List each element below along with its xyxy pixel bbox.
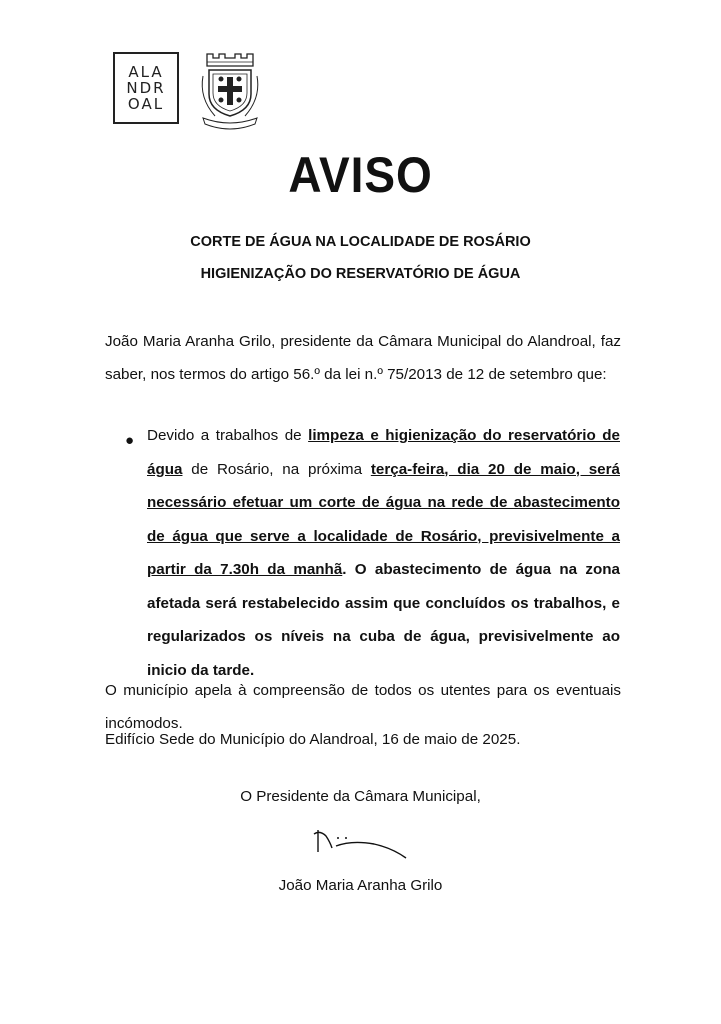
notice-bullet bbox=[147, 419, 620, 687]
signatory-name: João Maria Aranha Grilo bbox=[278, 877, 443, 894]
logo-line-2: NDR bbox=[126, 79, 166, 97]
intro-paragraph: João Maria Aranha Grilo, presidente da Câmara Municipal do Alandroal, faz saber, nos termos do artigo 56.º da lei n.º 75/2013 de 12 de setembro que: bbox=[105, 333, 621, 383]
place-date: Edifício Sede do Município do Alandroal, 16 de maio de 2025. bbox=[105, 731, 521, 748]
logo-line-3: OAL bbox=[127, 95, 165, 113]
municipal-crest-icon bbox=[197, 48, 263, 130]
page-title: AVISO bbox=[288, 147, 433, 203]
handwritten-signature bbox=[312, 822, 412, 862]
signatory-title: O Presidente da Câmara Municipal, bbox=[240, 788, 481, 805]
subtitle-line-1: CORTE DE ÁGUA NA LOCALIDADE DE ROSÁRIO bbox=[190, 234, 531, 250]
bullet-marker: ● bbox=[125, 432, 135, 449]
bullet-text-2: de Rosário, na próxima bbox=[182, 460, 371, 478]
alandroal-logo bbox=[113, 52, 179, 124]
bullet-bold-text: . O abastecimento de água na zona afetada será restabelecido assim que concluídos os trabalhos, e regularizados os níveis na cuba de água, previsivelmente ao inicio da tarde. bbox=[147, 561, 620, 679]
appeal-paragraph: O município apela à compreensão de todos os utentes para os eventuais incómodos. bbox=[105, 682, 621, 732]
subtitle-line-2: HIGIENIZAÇÃO DO RESERVATÓRIO DE ÁGUA bbox=[200, 266, 521, 282]
bullet-text-1: Devido a trabalhos de bbox=[147, 427, 309, 444]
bullet-emphasis-2: terça-feira, dia 20 de maio, será necessário efetuar um corte de água na rede de abastecimento de água que serve a localidade de Rosário, previsivelmente a partir da 7.30h da manhã bbox=[147, 460, 620, 578]
bullet-emphasis-1: limpeza e higienização do reservatório de água bbox=[147, 427, 620, 478]
logo-line-1: ALA bbox=[128, 63, 164, 81]
